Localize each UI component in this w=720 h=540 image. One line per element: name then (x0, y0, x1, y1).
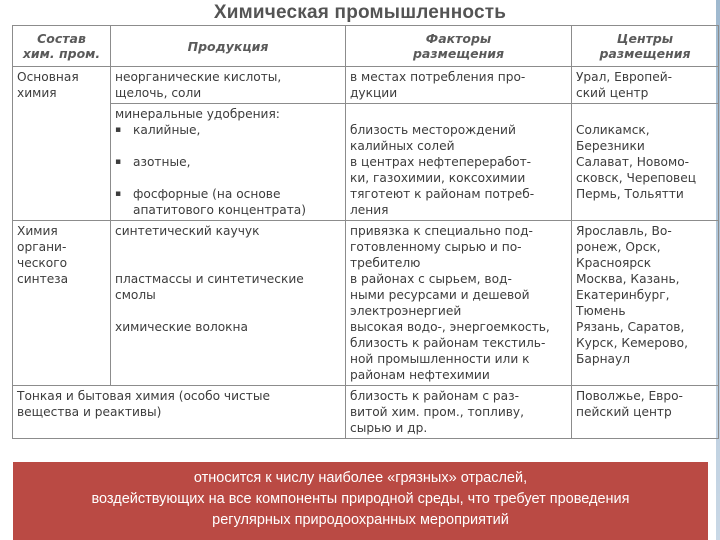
product-acids: неорганические кислоты, щелочь, соли (111, 67, 346, 104)
category-basic-chemistry: Основная химия (13, 67, 111, 221)
centers-organic: Ярославль, Во- ронеж, Орск, Красноярск Москва, Казань, Екатеринбург, Тюмень Рязань, Саратов, Курск, Кемерово, Барнаул (572, 221, 719, 386)
list-item: ▪ калийные, (115, 123, 201, 137)
header-row (13, 26, 719, 67)
chemical-industry-table (12, 25, 719, 439)
table-row-fine-chemistry (13, 386, 719, 439)
product-fine-chemistry: Тонкая и бытовая химия (особо чистые вещества и реактивы) (13, 386, 346, 439)
factor-acids: в местах потребления про- дукции (346, 67, 572, 104)
table-row-organic (13, 221, 719, 386)
header-centers: Центры размещения (572, 26, 719, 67)
factor-fertilizers: близость месторождений калийных солей в центрах нефтепереработ- ки, газохимии, коксохимии тяготеют к районам потреб- ления (346, 104, 572, 221)
note-overlay: относится к числу наиболее «грязных» отраслей, воздействующих на все компоненты природной среды, что требует проведения регулярных природоохранных мероприятий (13, 462, 708, 540)
category-organic-synthesis: Химия органи- ческого синтеза (13, 221, 111, 386)
table-row-acids (13, 67, 719, 104)
page-title: Химическая промышленность (213, 2, 507, 23)
centers-fertilizers: Соликамск, Березники Салават, Новомо- сковск, Череповец Пермь, Тольятти (572, 104, 719, 221)
header-composition: Состав хим. пром. (13, 26, 111, 67)
table-row-fertilizers (13, 104, 719, 221)
factor-fine-chemistry: близость к районам с раз- витой хим. пром., топливу, сырью и др. (346, 386, 572, 439)
header-factors: Факторы размещения (346, 26, 572, 67)
header-products: Продукция (111, 26, 346, 67)
factors-organic: привязка к специально под- готовленному сырью и по- требителю в районах с сырьем, вод- ными ресурсами и дешевой электроэнергией высокая водо-, энергоемкость, близость к районам текстиль- ной промышленности или к районам нефтехимии (346, 221, 572, 386)
centers-acids: Урал, Европей- ский центр (572, 67, 719, 104)
centers-fine-chemistry: Поволжье, Евро- пейский центр (572, 386, 719, 439)
list-item: ▪ азотные, (115, 155, 191, 169)
products-organic: синтетический каучук пластмассы и синтетические смолы химические волокна (111, 221, 346, 386)
list-item: ▪ фосфорные (на основе апатитового концентрата) (115, 187, 307, 217)
product-fertilizers: минеральные удобрения: ▪ калийные, ▪ азотные, ▪ фосфорные (на основе апатитового концентрата) (111, 104, 346, 221)
